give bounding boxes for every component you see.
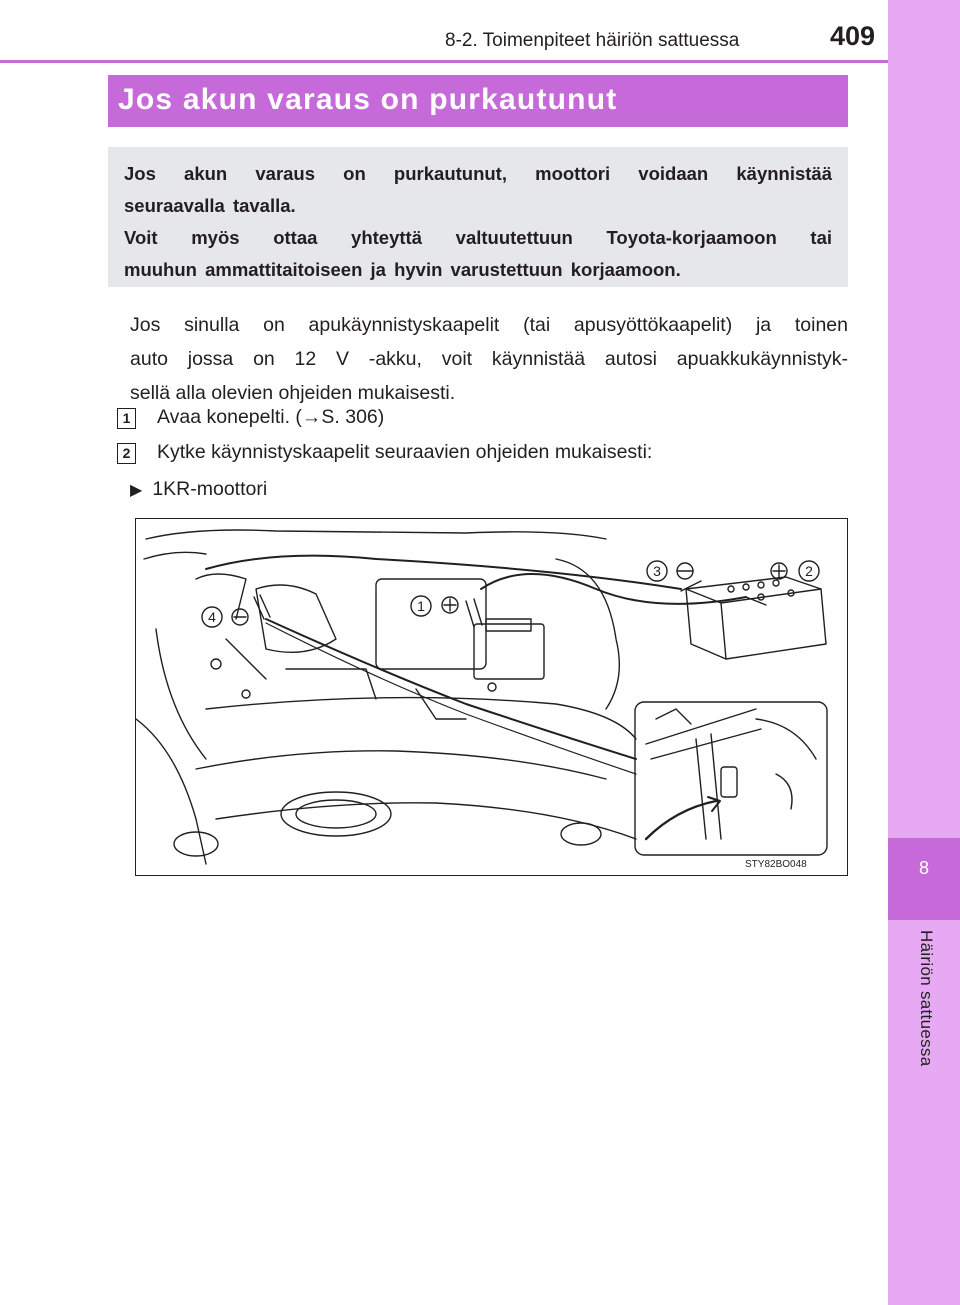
page-title: Jos akun varaus on purkautunut xyxy=(118,83,618,116)
chapter-side-tab xyxy=(888,0,960,1305)
intro-line: Jos akun varaus on purkautunut, moottori voidaan käynnistää xyxy=(124,163,832,184)
section-heading: 8-2. Toimenpiteet häiriön sattuessa xyxy=(445,30,740,51)
jump-start-illustration xyxy=(135,518,848,876)
triangle-bullet-icon: ▶ xyxy=(130,482,143,499)
engine-subheading xyxy=(130,478,267,501)
intro-line: Voit myös ottaa yhteyttä valtuutettuun Toyota-korjaamoon tai xyxy=(124,227,832,248)
callout-2: 2 xyxy=(805,563,813,579)
body-line: sellä alla olevien ohjeiden mukaisesti. xyxy=(130,382,456,404)
callout-4: 4 xyxy=(208,609,216,625)
body-line: auto jossa on 12 V -akku, voit käynnistää autosi apuakkukäynnistyk- xyxy=(130,348,848,370)
engine-bay-drawing xyxy=(136,519,849,877)
chapter-label: Häiriön sattuessa xyxy=(917,930,936,1067)
page-number: 409 xyxy=(830,21,876,51)
intro-line: seuraavalla tavalla. xyxy=(124,195,296,216)
engine-label: 1KR-moottori xyxy=(152,478,268,500)
step-number-badge: 1 xyxy=(117,408,136,429)
callout-1: 1 xyxy=(417,598,425,614)
step-text: Avaa konepelti. (→S. 306) xyxy=(157,406,385,428)
callout-3: 3 xyxy=(653,563,661,579)
body-paragraph xyxy=(130,308,848,410)
title-bar xyxy=(108,75,848,127)
step-number-badge: 2 xyxy=(117,443,136,464)
intro-box xyxy=(108,147,848,287)
intro-line: muuhun ammattitaitoiseen ja hyvin varustettuun korjaamoon. xyxy=(124,259,681,280)
header-divider xyxy=(0,60,888,63)
chapter-number: 8 xyxy=(918,858,929,878)
figure-code: STY82BO048 xyxy=(745,859,807,870)
step-text: Kytke käynnistyskaapelit seuraavien ohjeiden mukaisesti: xyxy=(157,441,653,463)
body-line: Jos sinulla on apukäynnistyskaapelit (tai apusyöttökaapelit) ja toinen xyxy=(130,314,848,336)
chapter-number-box xyxy=(888,838,960,920)
